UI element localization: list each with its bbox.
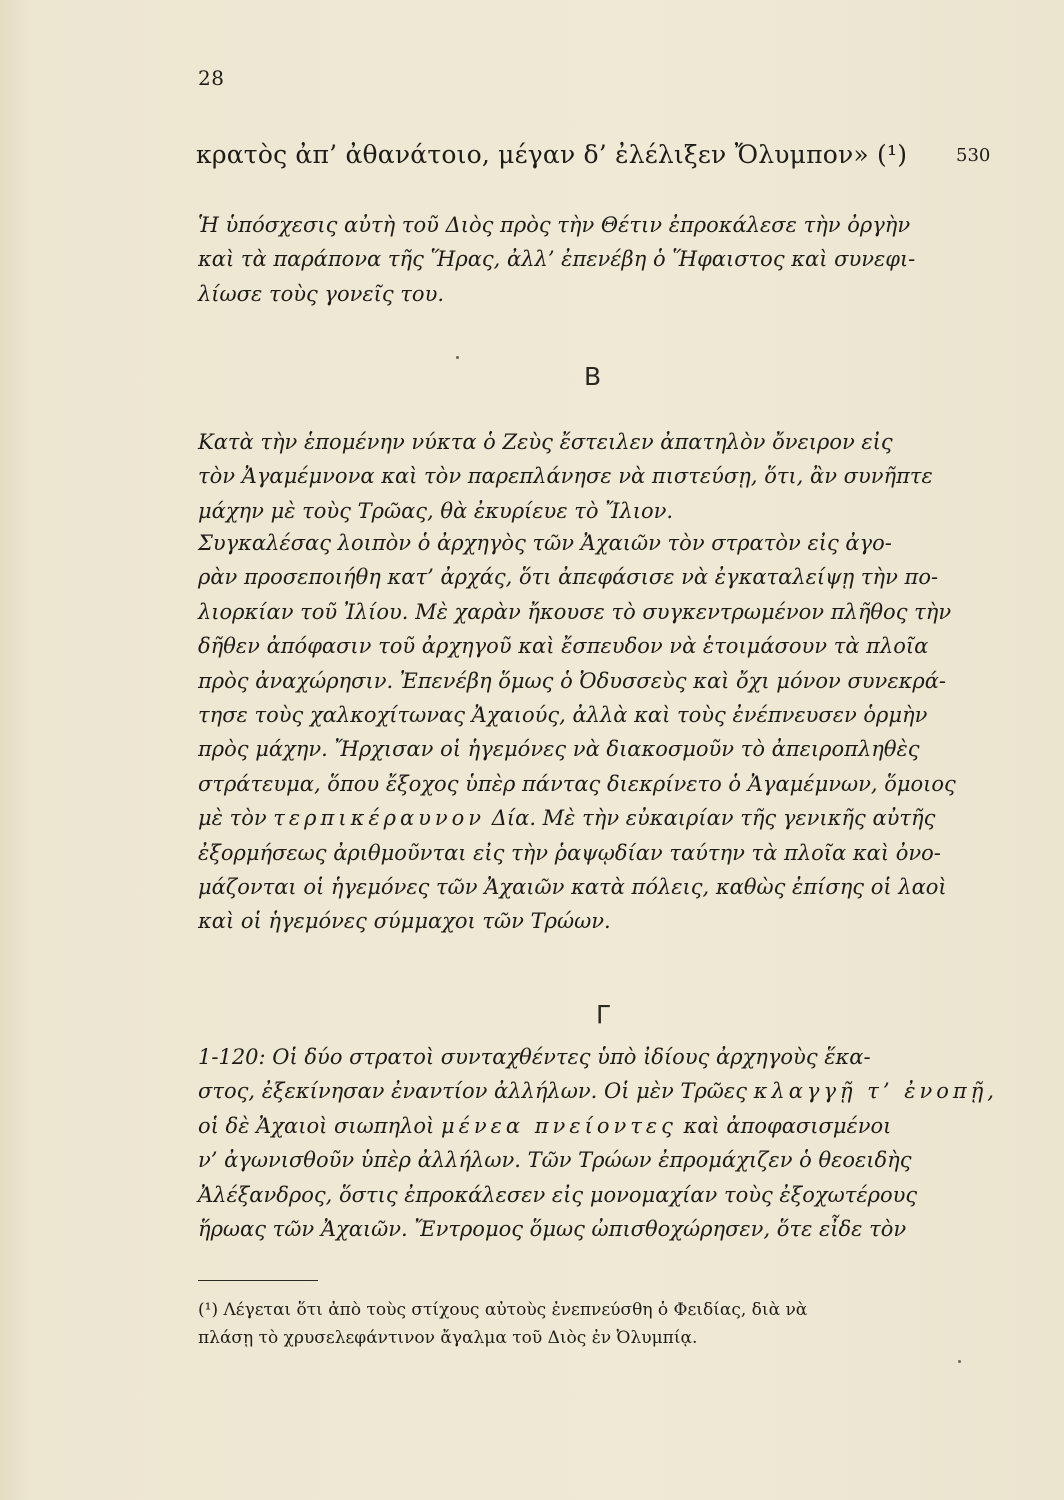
print-speck <box>456 356 459 359</box>
section-g-paragraph <box>198 1040 1043 1246</box>
text-segment: στος, ἐξεκίνησαν ἐναντίον ἀλλήλων. Οἱ μὲν Τρῶες <box>198 1079 754 1104</box>
section-heading-g: Γ <box>596 1000 610 1029</box>
footnote-line: (¹) Λέγεται ὅτι ἀπὸ τοὺς στίχους αὐτοὺς ἐνεπνεύσθη ὁ Φειδίας, διὰ νὰ <box>198 1300 808 1320</box>
footnote-divider <box>198 1280 318 1281</box>
text-line: Ἀλέξανδρος, ὅστις ἐπροκάλεσεν εἰς μονομαχίαν τοὺς ἐξοχωτέρους <box>198 1182 918 1207</box>
spaced-emphasis: τερπικέραυνον <box>273 806 486 831</box>
text-line <box>198 1074 1043 1108</box>
text-segment: οἱ δὲ Ἀχαιοὶ σιωπηλοὶ <box>198 1113 441 1138</box>
text-line: λίωσε τοὺς γονεῖς του. <box>198 281 445 306</box>
text-segment: Δία. Μὲ τὴν εὐκαιρίαν τῆς γενικῆς αὐτῆς <box>485 806 936 831</box>
page-number: 28 <box>198 66 225 90</box>
text-line: καὶ τὰ παράπονα τῆς Ἥρας, ἀλλ’ ἐπενέβη ὁ Ἥφαιστος καὶ συνεφι- <box>198 247 916 272</box>
text-line: 1-120: Οἱ δύο στρατοὶ συνταχθέντες ὑπὸ ἰδίους ἀρχηγοὺς ἕκα- <box>198 1045 871 1069</box>
text-line: μάζονται οἱ ἡγεμόνες τῶν Ἀχαιῶν κατὰ πόλεις, καθὼς ἐπίσης οἱ λαοὶ <box>198 875 947 900</box>
text-line <box>198 801 1043 835</box>
text-line: πρὸς ἀναχώρησιν. Ἐπενέβη ὅμως ὁ Ὀδυσσεὺς καὶ ὄχι μόνον συνεκρά- <box>198 668 946 693</box>
verse-quote: κρατὸς ἀπ’ ἀθανάτοιο, μέγαν δ’ ἐλέλιξεν Ὄλυμπον» (¹) <box>196 140 908 169</box>
spaced-emphasis: κλαγγῇ τ’ ἐνοπῇ <box>753 1079 988 1104</box>
text-line <box>198 1109 1043 1143</box>
text-line: τησε τοὺς χαλκοχίτωνας Ἀχαιούς, ἀλλὰ καὶ τοὺς ἐνέπνευσεν ὁρμὴν <box>198 703 928 728</box>
footnote-line: πλάσῃ τὸ χρυσελεφάντινον ἄγαλμα τοῦ Διὸς ἐν Ὀλυμπίᾳ. <box>198 1328 698 1348</box>
text-line: καὶ οἱ ἡγεμόνες σύμμαχοι τῶν Τρώων. <box>198 909 611 934</box>
text-line: τὸν Ἀγαμέμνονα καὶ τὸν παρεπλάνησε νὰ πιστεύσῃ, ὅτι, ἂν συνῆπτε <box>198 464 933 489</box>
text-line: ρὰν προσεποιήθη κατ’ ἀρχάς, ὅτι ἀπεφάσισε νὰ ἐγκαταλείψῃ τὴν πο- <box>198 565 939 590</box>
text-line: Συγκαλέσας λοιπὸν ὁ ἀρχηγὸς τῶν Ἀχαιῶν τὸν στρατὸν εἰς ἀγο- <box>198 531 892 555</box>
text-segment: καὶ ἀποφασισμένοι <box>676 1113 892 1138</box>
text-segment: , <box>987 1079 994 1104</box>
text-line: ἥρωας τῶν Ἀχαιῶν. Ἔντρομος ὅμως ὠπισθοχώρησεν, ὅτε εἶδε τὸν <box>198 1217 907 1242</box>
intro-paragraph <box>198 208 1043 311</box>
text-line: λιορκίαν τοῦ Ἰλίου. Μὲ χαρὰν ἤκουσε τὸ συγκεντρωμένον πλῆθος τὴν <box>198 599 952 624</box>
footnote <box>198 1296 1028 1352</box>
text-line: Ἡ ὑπόσχεσις αὐτὴ τοῦ Διὸς πρὸς τὴν Θέτιν ἐπροκάλεσε τὴν ὀργὴν <box>198 213 911 237</box>
text-segment: μὲ τὸν <box>198 806 274 831</box>
verse-line-number: 530 <box>956 145 991 166</box>
text-line: πρὸς μάχην. Ἤρχισαν οἱ ἡγεμόνες νὰ διακοσμοῦν τὸ ἀπειροπληθὲς <box>198 737 920 762</box>
section-b-paragraph-1 <box>198 425 1043 528</box>
spaced-emphasis: μένεα πνείοντες <box>440 1113 677 1138</box>
text-line: Κατὰ τὴν ἑπομένην νύκτα ὁ Ζεὺς ἔστειλεν ἀπατηλὸν ὄνειρον εἰς <box>198 430 893 454</box>
print-speck <box>958 1360 961 1363</box>
text-line: ἐξορμήσεως ἀριθμοῦνται εἰς τὴν ῥαψῳδίαν ταύτην τὰ πλοῖα καὶ ὀνο- <box>198 840 941 865</box>
text-line: στράτευμα, ὅπου ἔξοχος ὑπὲρ πάντας διεκρίνετο ὁ Ἀγαμέμνων, ὅμοιος <box>198 771 956 796</box>
text-line: δῆθεν ἀπόφασιν τοῦ ἀρχηγοῦ καὶ ἔσπευδον νὰ ἑτοιμάσουν τὰ πλοῖα <box>198 634 929 659</box>
section-b-paragraph-2 <box>198 526 1043 939</box>
text-line: ν’ ἀγωνισθοῦν ὑπὲρ ἀλλήλων. Τῶν Τρώων ἐπρομάχιζεν ὁ θεοειδὴς <box>198 1148 912 1173</box>
text-line: μάχην μὲ τοὺς Τρῶας, θὰ ἐκυρίευε τὸ Ἴλιον. <box>198 498 674 523</box>
section-heading-b: Β <box>584 362 602 391</box>
